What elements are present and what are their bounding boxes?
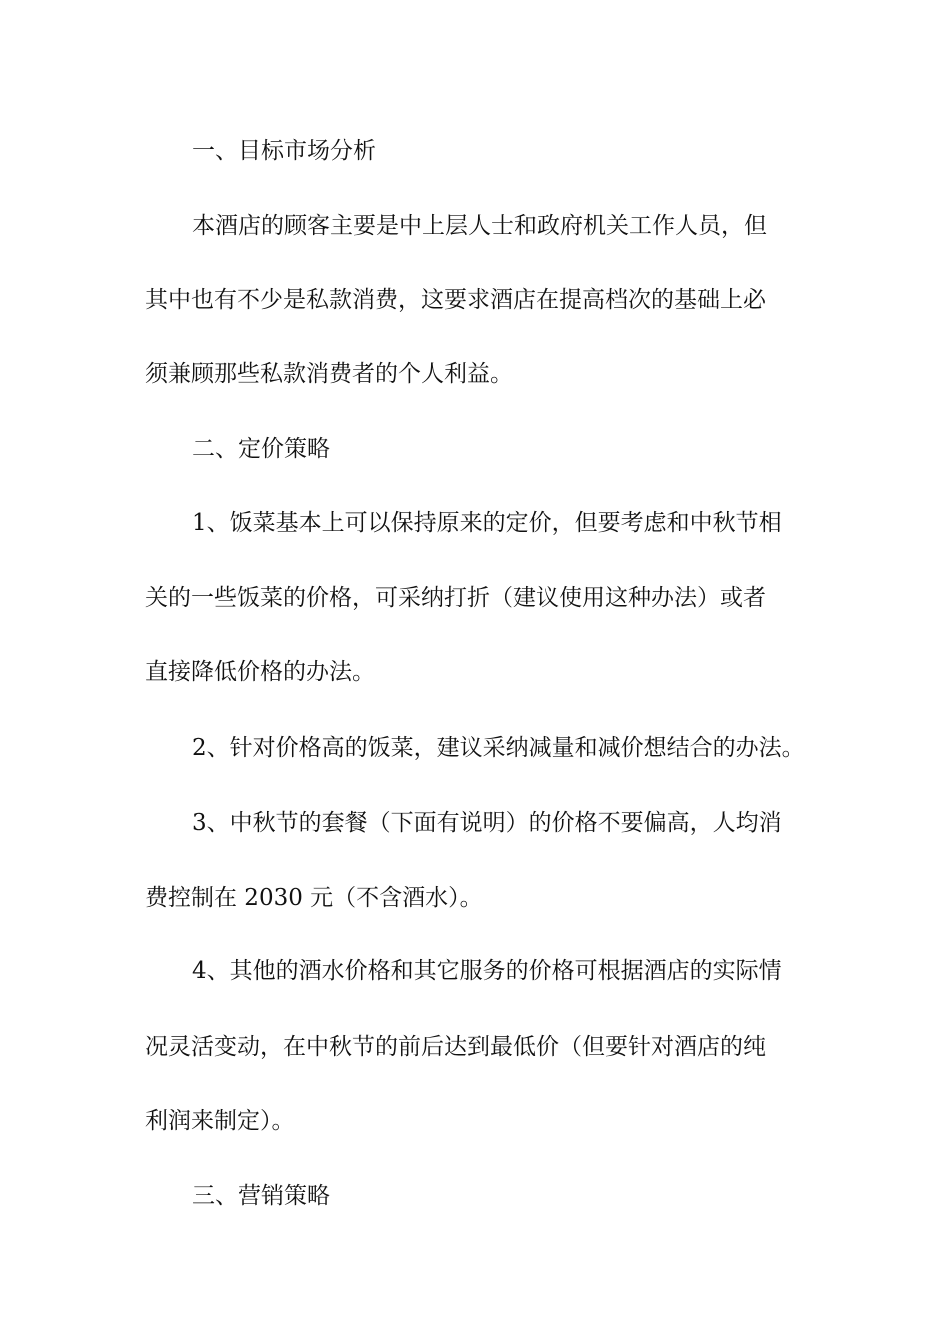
list-item-line: 4、其他的酒水价格和其它服务的价格可根据酒店的实际情 — [192, 958, 782, 984]
list-item-line: 费控制在 2030 元（不含酒水）。 — [145, 885, 483, 911]
section-heading-target-market: 一、目标市场分析 — [192, 138, 376, 164]
list-item-line: 2、针对价格高的饭菜，建议采纳减量和减价想结合的办法。 — [192, 735, 805, 761]
list-item-line: 1、饭菜基本上可以保持原来的定价，但要考虑和中秋节相 — [192, 510, 782, 536]
section-heading-pricing: 二、定价策略 — [192, 436, 330, 462]
list-item-line: 关的一些饭菜的价格，可采纳打折（建议使用这种办法）或者 — [145, 585, 766, 611]
list-item-line: 利润来制定）。 — [145, 1108, 295, 1134]
paragraph-line: 其中也有不少是私款消费，这要求酒店在提高档次的基础上必 — [145, 287, 766, 313]
section-heading-marketing: 三、营销策略 — [192, 1183, 330, 1209]
list-item-line: 3、中秋节的套餐（下面有说明）的价格不要偏高，人均消 — [192, 810, 782, 836]
list-item-line: 况灵活变动，在中秋节的前后达到最低价（但要针对酒店的纯 — [145, 1034, 766, 1060]
list-item-line: 直接降低价格的办法。 — [145, 659, 375, 685]
paragraph-line: 须兼顾那些私款消费者的个人利益。 — [145, 361, 513, 387]
paragraph-line: 本酒店的顾客主要是中上层人士和政府机关工作人员，但 — [192, 213, 767, 239]
